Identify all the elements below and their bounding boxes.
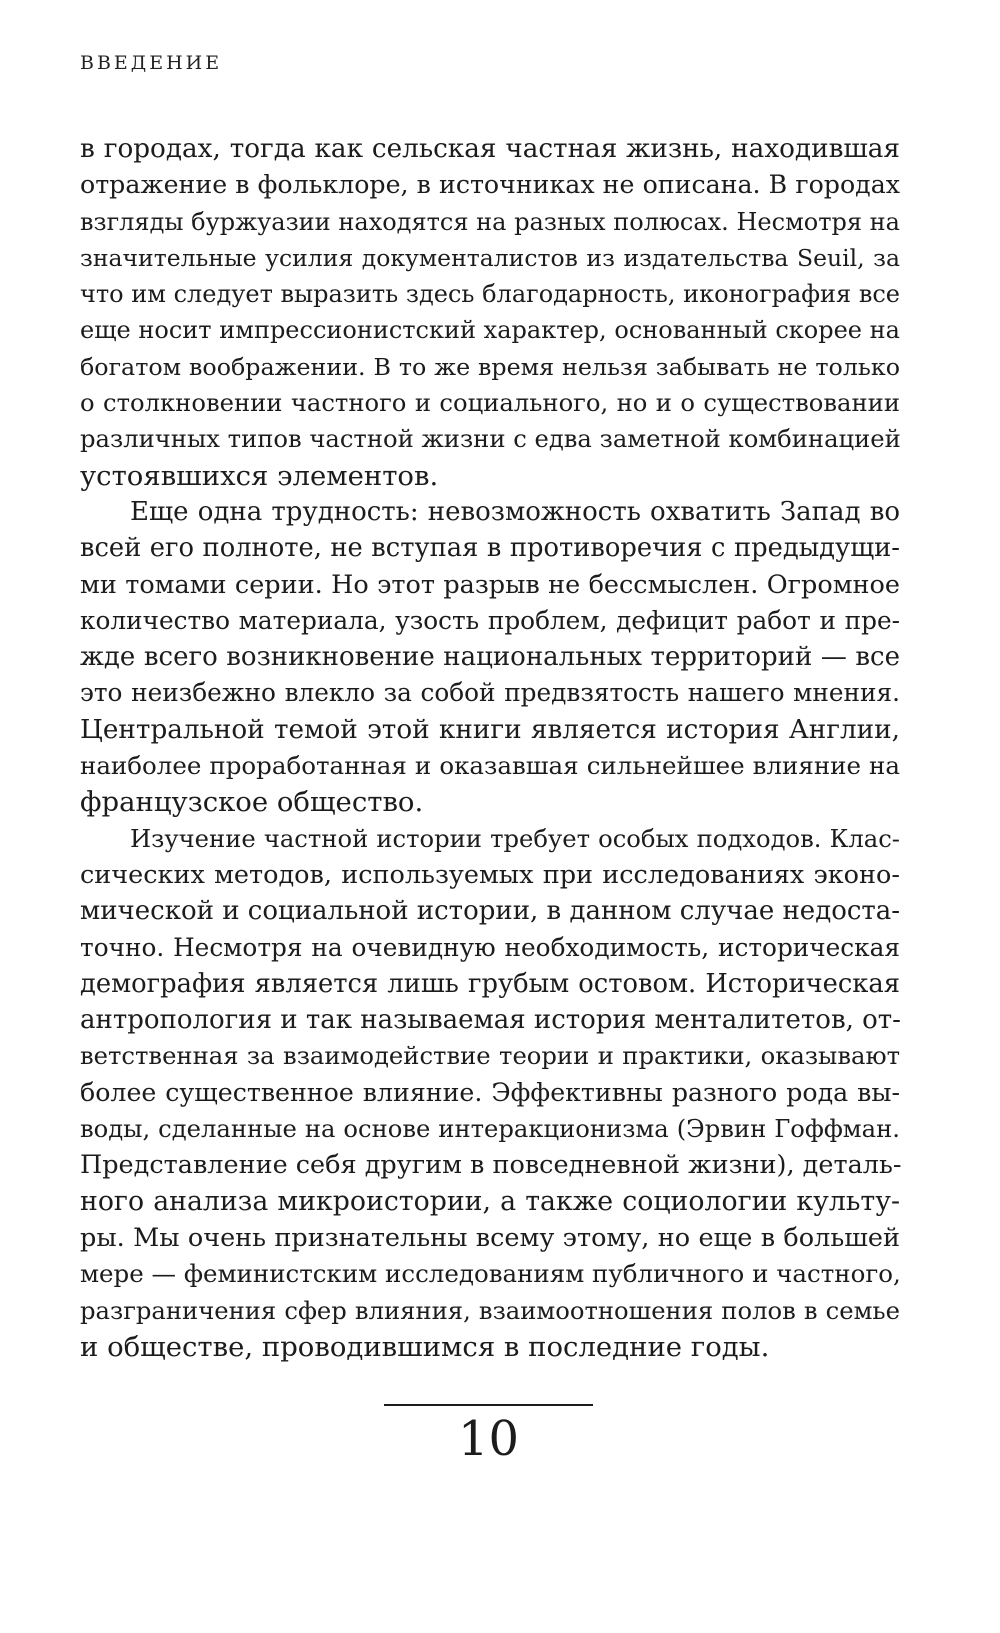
text-line: антропология и так называемая история менталитетов, от- xyxy=(80,1005,901,1036)
text-line: Представление себя другим в повседневной жизни), деталь- xyxy=(80,1150,902,1181)
text-line: ми томами серии. Но этот разрыв не бессмыслен. Огромное xyxy=(80,569,900,600)
text-line: демография является лишь грубым остовом. Историческая xyxy=(80,968,900,999)
footer-rule xyxy=(384,1404,593,1406)
text-line: взгляды буржуазии находятся на разных полюсах. Несмотря на xyxy=(80,207,900,236)
text-line: и обществе, проводившимся в последние годы. xyxy=(80,1330,770,1363)
text-line: воды, сделанные на основе интеракционизма (Эрвин Гоффман. xyxy=(80,1114,900,1144)
text-line: что им следует выразить здесь благодарность, иконография все xyxy=(80,280,900,309)
text-line: жде всего возникновение национальных территорий — все xyxy=(80,642,900,673)
text-line: различных типов частной жизни с едва заметной комбинацией xyxy=(80,424,901,454)
text-line: наиболее проработанная и оказавшая сильнейшее влияние на xyxy=(80,751,900,781)
text-line: количество материала, узость проблем, дефицит работ и пре- xyxy=(80,605,900,635)
running-head: ВВЕДЕНИЕ xyxy=(80,52,223,74)
text-line: отражение в фольклоре, в источниках не описана. В городах xyxy=(80,170,900,200)
text-line: разграничения сфер влияния, взаимоотношения полов в семье xyxy=(80,1295,900,1325)
text-line: Изучение частной истории требует особых подходов. Клас- xyxy=(130,823,900,853)
text-line: точно. Несмотря на очевидную необходимость, историческая xyxy=(80,932,900,962)
text-line: французское общество. xyxy=(80,786,424,819)
text-line: значительные усилия документалистов из издательства Seuil, за xyxy=(80,243,900,272)
text-line: это неизбежно влекло за собой предвзятость нашего мнения. xyxy=(80,678,900,708)
page-number: 10 xyxy=(457,1411,520,1467)
text-line: о столкновении частного и социального, но и о существовании xyxy=(80,388,900,418)
body-text xyxy=(80,131,900,1365)
text-line: ры. Мы очень признательны всему этому, но еще в большей xyxy=(80,1222,900,1253)
text-line: мере — феминистским исследованиям публичного и частного, xyxy=(80,1259,901,1289)
text-line: всей его полноте, не вступая в противоречия с предыдущи- xyxy=(80,533,900,564)
text-line: более существенное влияние. Эффективны разного рода вы- xyxy=(80,1077,900,1107)
text-line: Еще одна трудность: невозможность охватить Запад во xyxy=(130,496,900,527)
text-line: сических методов, используемых при исследованиях эконо- xyxy=(80,859,900,890)
text-line: в городах, тогда как сельская частная жизнь, находившая xyxy=(80,134,900,164)
text-line: богатом воображении. В то же время нельзя забывать не только xyxy=(80,352,900,381)
text-line: Центральной темой этой книги является история Англии, xyxy=(80,714,900,745)
text-line: ного анализа микроистории, а также социологии культу- xyxy=(80,1185,900,1217)
text-line: еще носит импрессионистский характер, основанный скорее на xyxy=(80,316,900,345)
text-line: мической и социальной истории, в данном случае недоста- xyxy=(80,896,901,927)
text-line: устоявшихся элементов. xyxy=(80,459,439,492)
text-line: ветственная за взаимодействие теории и практики, оказывают xyxy=(80,1041,900,1071)
